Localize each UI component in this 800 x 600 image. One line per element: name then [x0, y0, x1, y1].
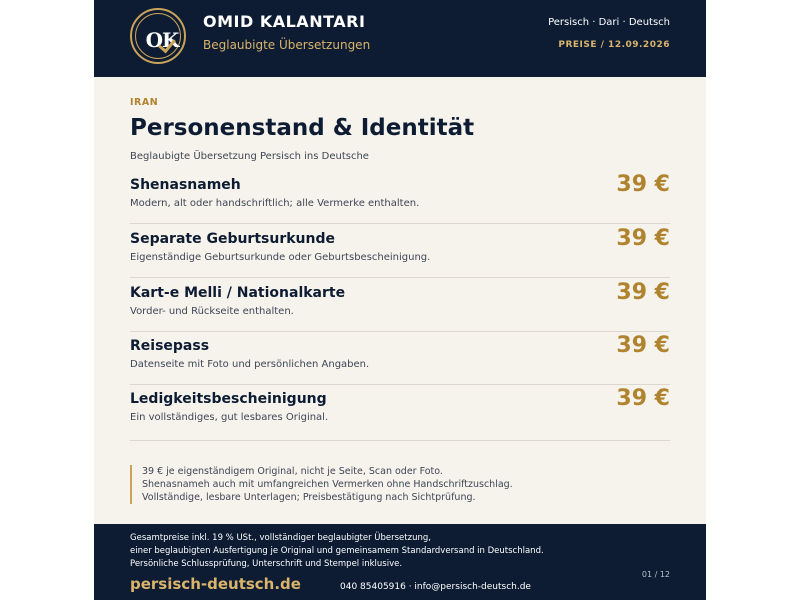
document-page	[94, 0, 706, 600]
legal-text	[130, 532, 590, 571]
divider	[130, 277, 670, 278]
price-item	[130, 280, 670, 339]
website-link[interactable]: persisch-deutsch.de	[130, 575, 301, 593]
section-kicker: IRAN	[130, 97, 159, 108]
price-item	[130, 386, 670, 445]
divider	[130, 384, 670, 385]
logo-ring	[135, 13, 181, 59]
footer-bar	[94, 524, 706, 600]
legal-line: Gesamtpreise inkl. 19 % USt., vollständiger beglaubigter Übersetzung,	[130, 533, 431, 543]
item-name: Reisepass	[130, 338, 210, 354]
item-price: 39 €	[616, 386, 670, 411]
item-description: Datenseite mit Foto und persönlichen Angaben.	[130, 359, 370, 370]
legal-line: einer beglaubigten Ausfertigung je Original und gemeinsamem Standardversand in Deutschland.	[130, 546, 544, 556]
price-item	[130, 333, 670, 392]
brand-subtitle: Beglaubigte Übersetzungen	[203, 38, 371, 52]
page-title: Personenstand & Identität	[130, 115, 475, 141]
item-name: Separate Geburtsurkunde	[130, 231, 335, 247]
price-date-label: PREISE / 12.09.2026	[558, 40, 670, 50]
brand-name: OMID KALANTARI	[203, 12, 366, 31]
ok-logo	[130, 8, 186, 64]
item-description: Ein vollständiges, gut lesbares Original.	[130, 412, 329, 423]
divider	[130, 440, 670, 441]
item-price: 39 €	[616, 172, 670, 197]
legal-line: Persönliche Schlussprüfung, Unterschrift und Stempel inklusive.	[130, 559, 403, 569]
item-price: 39 €	[616, 280, 670, 305]
divider	[130, 331, 670, 332]
item-price: 39 €	[616, 333, 670, 358]
item-name: Ledigkeitsbescheinigung	[130, 391, 327, 407]
notes-block	[130, 465, 610, 504]
item-name: Shenasnameh	[130, 177, 241, 193]
item-price: 39 €	[616, 226, 670, 251]
note-line: 39 € je eigenständigem Original, nicht je Seite, Scan oder Foto.	[142, 466, 443, 477]
note-line: Shenasnameh auch mit umfangreichen Vermerken ohne Handschriftzuschlag.	[142, 479, 513, 490]
page-number: 01 / 12	[641, 570, 670, 579]
note-line: Vollständige, lesbare Unterlagen; Preisbestätigung nach Sichtprüfung.	[142, 492, 476, 503]
item-description: Vorder- und Rückseite enthalten.	[130, 306, 294, 317]
page-subtitle: Beglaubigte Übersetzung Persisch ins Deutsche	[130, 151, 369, 162]
contact-info: 040 85405916 · info@persisch-deutsch.de	[340, 582, 531, 592]
item-description: Eigenständige Geburtsurkunde oder Geburtsbescheinigung.	[130, 252, 431, 263]
item-name: Kart-e Melli / Nationalkarte	[130, 285, 346, 301]
logo-text: OK	[145, 28, 179, 52]
price-item	[130, 226, 670, 285]
item-description: Modern, alt oder handschriftlich; alle Vermerke enthalten.	[130, 198, 420, 209]
divider	[130, 223, 670, 224]
header-bar	[94, 0, 706, 77]
price-item	[130, 172, 670, 231]
languages-label: Persisch · Dari · Deutsch	[548, 17, 670, 28]
